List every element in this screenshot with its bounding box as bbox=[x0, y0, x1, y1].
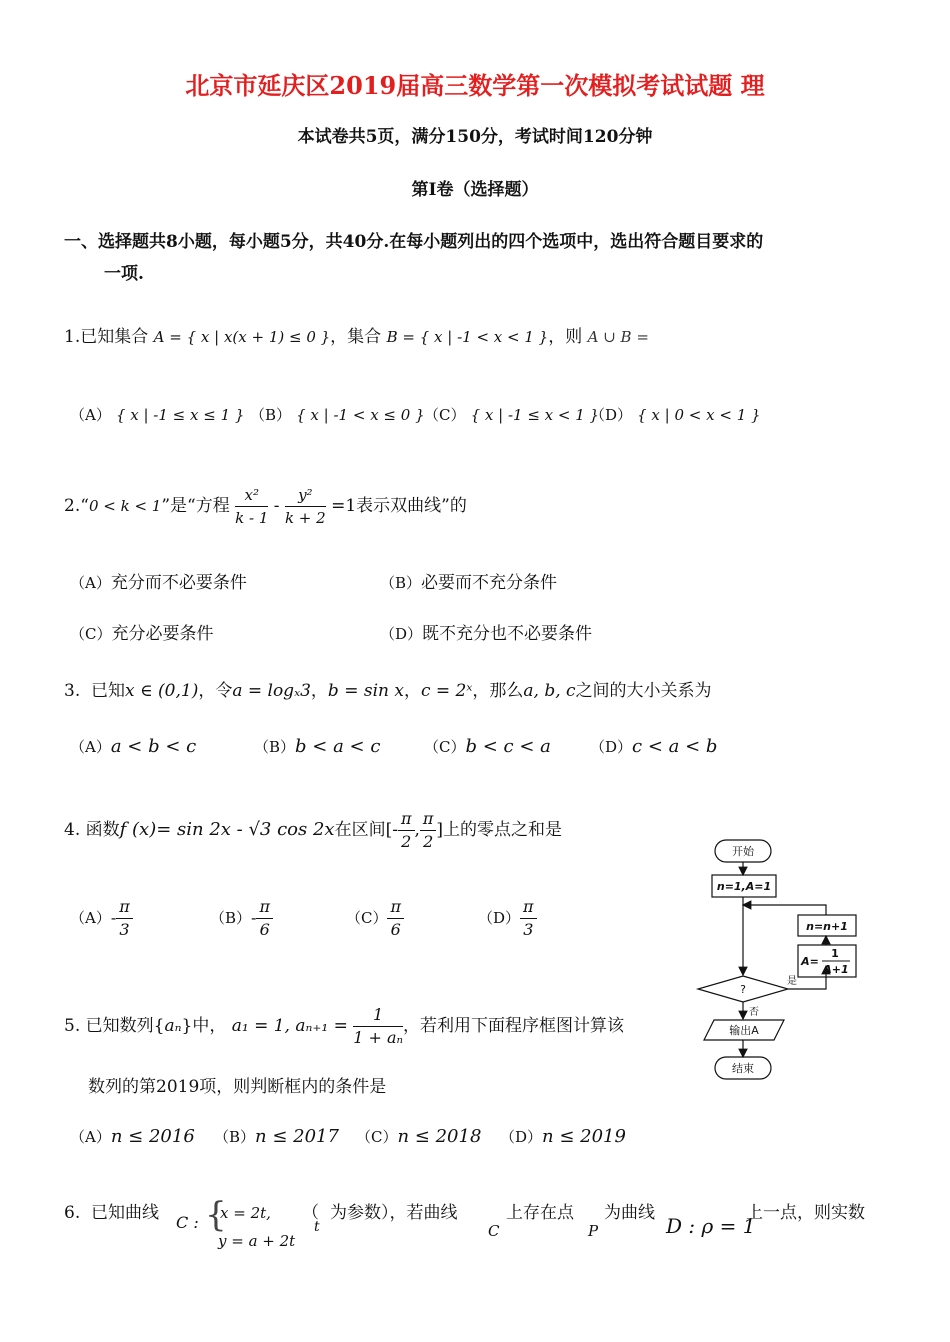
question-text: 上一点，则实数 bbox=[746, 1203, 865, 1223]
question-number: 1. bbox=[64, 327, 81, 347]
question-number: 3. bbox=[64, 681, 81, 701]
set-a: A = { x | x(x + 1) ≤ 0 } bbox=[153, 328, 331, 346]
option-label: （D） bbox=[590, 406, 633, 424]
option-text: { x | 0 < x < 1 } bbox=[637, 406, 761, 424]
option-text: n ≤ 2017 bbox=[255, 1126, 339, 1147]
option-text: n ≤ 2018 bbox=[397, 1126, 482, 1147]
interval-open: [- bbox=[385, 820, 398, 840]
condition: 0 < k < 1 bbox=[88, 497, 162, 515]
option-label: （D） bbox=[590, 738, 633, 756]
option-label: （B） bbox=[210, 909, 252, 927]
fraction-pi-2 bbox=[420, 808, 437, 853]
option-label: （C） bbox=[356, 1128, 398, 1146]
end-label: 结束 bbox=[732, 1062, 754, 1075]
param-line-1: x = 2t, bbox=[220, 1204, 271, 1222]
question-text: 在区间 bbox=[334, 820, 386, 840]
q3-option-c[interactable] bbox=[424, 736, 551, 757]
option-label: （C） bbox=[424, 738, 466, 756]
q3-option-d[interactable] bbox=[590, 736, 717, 757]
recurrence: a₁ = 1, aₙ₊₁ = bbox=[231, 1016, 348, 1036]
option-label: （A） bbox=[70, 1128, 111, 1146]
q1-option-a[interactable] bbox=[70, 404, 244, 425]
option-text: a < b < c bbox=[110, 736, 197, 757]
question-5-stem bbox=[64, 1004, 624, 1049]
option-fraction bbox=[116, 896, 133, 941]
denominator: k - 1 bbox=[235, 509, 269, 527]
curve-c-label: C : bbox=[176, 1213, 199, 1232]
program-flowchart bbox=[690, 835, 870, 1085]
question-text: 上的零点之和是 bbox=[443, 820, 563, 840]
question-4-stem bbox=[64, 808, 562, 853]
question-text: }中， bbox=[181, 1016, 227, 1036]
option-text: 充分而不必要条件 bbox=[110, 573, 247, 593]
numerator: π bbox=[256, 896, 273, 919]
q2-option-d[interactable] bbox=[380, 619, 592, 644]
option-sign: - bbox=[110, 908, 117, 927]
q2-option-a[interactable] bbox=[70, 568, 247, 593]
numerator: π bbox=[387, 896, 404, 919]
math-expr: x ∈ (0,1) bbox=[125, 681, 199, 701]
question-text: 已知曲线 bbox=[91, 1203, 160, 1223]
denominator: 2 bbox=[401, 832, 412, 851]
start-label: 开始 bbox=[732, 845, 754, 858]
fraction-pi-2 bbox=[398, 808, 415, 853]
set-b: B = { x | -1 < x < 1 } bbox=[386, 328, 549, 346]
question-text: ，令 bbox=[198, 681, 233, 701]
q2-option-c[interactable] bbox=[70, 619, 213, 644]
q5-option-b[interactable] bbox=[214, 1126, 339, 1147]
sequence-term: aₙ bbox=[164, 1016, 182, 1036]
math-expr: b = sin x bbox=[327, 681, 404, 701]
option-label: （A） bbox=[70, 406, 111, 424]
option-text: n ≤ 2019 bbox=[542, 1126, 626, 1147]
denominator: 2 bbox=[423, 832, 434, 851]
question-text: ，那么 bbox=[472, 681, 524, 701]
option-fraction bbox=[387, 896, 404, 941]
update-n-label: n=n+1 bbox=[806, 920, 848, 933]
numerator: π bbox=[520, 896, 537, 919]
question-text: 之间的大小关系为 bbox=[575, 681, 712, 701]
numerator: 1 bbox=[353, 1004, 403, 1027]
option-label: （D） bbox=[500, 1128, 543, 1146]
option-text: { x | -1 ≤ x < 1 } bbox=[470, 406, 600, 424]
function-expr: f (x)= sin 2x - √3 cos 2x bbox=[119, 819, 335, 840]
update-a-prefix: A= bbox=[801, 955, 819, 968]
q5-option-d[interactable] bbox=[500, 1126, 626, 1147]
equals-one: =1 bbox=[331, 496, 357, 516]
option-label: （B） bbox=[250, 406, 292, 424]
union-expression: A ∪ B = bbox=[587, 328, 649, 346]
q1-option-b[interactable] bbox=[250, 404, 425, 425]
option-label: （D） bbox=[380, 625, 423, 643]
question-5-stem-line-2: 数列的第2019项，则判断框内的条件是 bbox=[88, 1077, 387, 1097]
option-label: （A） bbox=[70, 574, 111, 592]
option-label: （A） bbox=[70, 738, 111, 756]
page-title: 北京市延庆区2019届高三数学第一次模拟考试试题 理 bbox=[185, 71, 765, 100]
q4-option-c[interactable] bbox=[346, 896, 404, 941]
option-label: （B） bbox=[214, 1128, 256, 1146]
minus-sign: - bbox=[273, 496, 280, 516]
numerator: y² bbox=[285, 484, 326, 507]
option-label: （C） bbox=[346, 909, 388, 927]
question-text: ， bbox=[403, 681, 421, 701]
q5-option-c[interactable] bbox=[356, 1126, 481, 1147]
numerator: π bbox=[116, 896, 133, 919]
question-2-stem bbox=[64, 484, 467, 529]
question-number: 5. bbox=[64, 1016, 81, 1036]
math-expr: a, b, c bbox=[523, 681, 576, 701]
option-text: n ≤ 2016 bbox=[110, 1126, 195, 1147]
update-a-denominator: A+1 bbox=[823, 963, 849, 976]
exam-info: 本试卷共5页，满分150分，考试时间120分钟 bbox=[297, 127, 653, 147]
question-text: 已知数列{ bbox=[85, 1016, 165, 1036]
decision-label: ? bbox=[740, 983, 746, 996]
option-text: 必要而不充分条件 bbox=[421, 573, 558, 593]
option-label: （B） bbox=[380, 574, 422, 592]
recurrence-fraction bbox=[353, 1004, 403, 1049]
instructions-line-2: 一项. bbox=[104, 264, 144, 284]
option-fraction bbox=[256, 896, 273, 941]
question-text: （ bbox=[302, 1203, 319, 1223]
option-text: b < a < c bbox=[295, 736, 381, 757]
update-a-numerator: 1 bbox=[831, 947, 839, 960]
q4-option-b[interactable] bbox=[210, 896, 273, 941]
option-text: b < c < a bbox=[465, 736, 551, 757]
numerator: π bbox=[398, 808, 415, 831]
option-label: （C） bbox=[70, 625, 112, 643]
system-brace: { bbox=[205, 1195, 227, 1235]
q4-option-a[interactable] bbox=[70, 896, 133, 941]
question-text: 上存在点 bbox=[506, 1203, 574, 1223]
output-label: 输出A bbox=[729, 1024, 759, 1037]
q1-option-d[interactable] bbox=[590, 404, 761, 425]
curve-c: C bbox=[488, 1222, 500, 1240]
numerator: π bbox=[420, 808, 437, 831]
section-heading: 第Ⅰ卷（选择题） bbox=[411, 180, 539, 200]
question-text: ”是“方程 bbox=[161, 496, 230, 516]
option-label: （C） bbox=[424, 406, 466, 424]
option-text: 充分必要条件 bbox=[111, 624, 214, 644]
question-text: “ bbox=[80, 496, 89, 516]
question-3-stem bbox=[64, 676, 712, 701]
denominator: k + 2 bbox=[284, 509, 326, 527]
q3-option-b[interactable] bbox=[254, 736, 380, 757]
curve-d-equation: D : ρ = 1 bbox=[666, 1214, 756, 1238]
option-label: （B） bbox=[254, 738, 296, 756]
comma: , bbox=[414, 820, 420, 840]
option-sign: - bbox=[251, 908, 257, 927]
question-text: ，若利用下面程序框图计算该 bbox=[403, 1016, 625, 1036]
question-number: 4. bbox=[64, 820, 81, 840]
question-number: 2. bbox=[64, 496, 81, 516]
param-t: t bbox=[314, 1219, 320, 1235]
q4-option-d[interactable] bbox=[478, 896, 537, 941]
yes-label: 是 bbox=[787, 976, 797, 987]
option-text: { x | -1 < x ≤ 0 } bbox=[296, 406, 425, 424]
q5-option-a[interactable] bbox=[70, 1126, 195, 1147]
point-p: P bbox=[588, 1222, 599, 1240]
numerator: x² bbox=[235, 484, 268, 507]
init-label: n=1,A=1 bbox=[716, 880, 772, 893]
q2-option-b[interactable] bbox=[380, 568, 557, 593]
question-text: 函数 bbox=[85, 820, 120, 840]
option-label: （D） bbox=[478, 909, 521, 927]
option-text: { x | -1 ≤ x ≤ 1 } bbox=[115, 406, 245, 424]
question-1-stem bbox=[64, 322, 649, 347]
q1-option-c[interactable] bbox=[424, 404, 599, 425]
q3-option-a[interactable] bbox=[70, 736, 196, 757]
param-line-2: y = a + 2t bbox=[218, 1232, 296, 1250]
instructions-line-1: 一、选择题共8小题，每小题5分，共40分.在每小题列出的四个选项中，选出符合题目要求的 bbox=[64, 232, 764, 252]
question-text: 为参数），若曲线 bbox=[330, 1203, 458, 1223]
question-number: 6. bbox=[64, 1203, 81, 1223]
question-text: 为曲线 bbox=[604, 1203, 655, 1223]
question-text: 已知 bbox=[91, 681, 126, 701]
question-text: 已知集合 bbox=[80, 327, 149, 347]
denominator: 6 bbox=[259, 920, 270, 939]
math-expr: a = logₓ3 bbox=[232, 681, 311, 701]
denominator: 1 + aₙ bbox=[353, 1028, 404, 1047]
fraction-y bbox=[285, 484, 326, 529]
question-text: ，则 bbox=[548, 327, 583, 347]
denominator: 6 bbox=[390, 920, 401, 939]
question-6-stem bbox=[64, 1198, 159, 1223]
option-fraction bbox=[520, 896, 537, 941]
fraction-x bbox=[235, 484, 268, 529]
option-text: c < a < b bbox=[632, 736, 718, 757]
question-text: ， bbox=[310, 681, 328, 701]
denominator: 3 bbox=[119, 920, 130, 939]
no-label: 否 bbox=[749, 1007, 759, 1018]
math-expr: c = 2ˣ bbox=[420, 681, 473, 701]
question-text: ，集合 bbox=[330, 327, 382, 347]
interval-close: ] bbox=[436, 820, 444, 840]
question-text: 表示双曲线”的 bbox=[356, 496, 467, 516]
denominator: 3 bbox=[523, 920, 534, 939]
option-text: 既不充分也不必要条件 bbox=[422, 624, 593, 644]
option-label: （A） bbox=[70, 909, 111, 927]
